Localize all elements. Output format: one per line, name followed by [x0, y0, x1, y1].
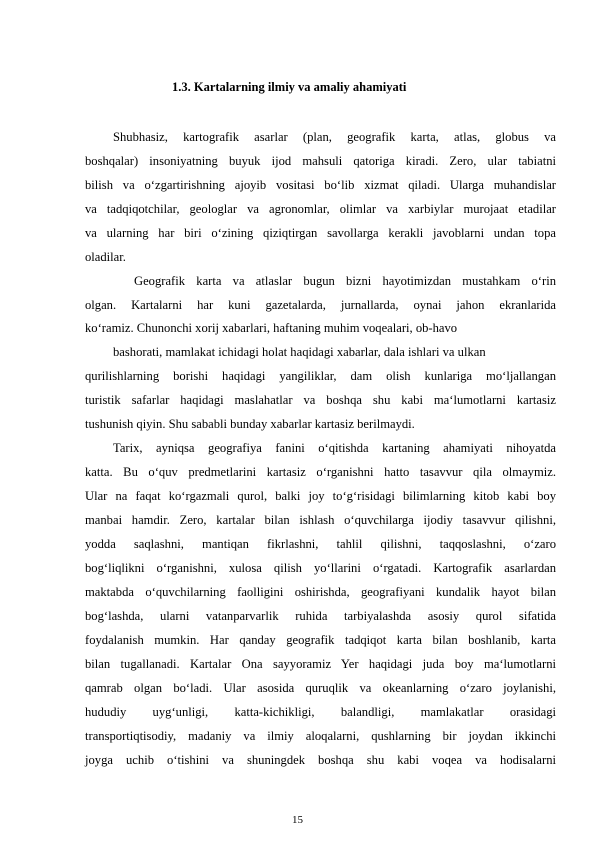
text-line: transportiqtisodiy, madaniy va ilmiy aloqalarni, qushlarning bir joydan ikkinchi [85, 729, 556, 743]
text-line: turistik safarlar haqidagi maslahatlar va boshqa shu kabi ma‘lumotlarni kartasiz [85, 393, 556, 407]
text-line: katta. Bu o‘quv predmetlarini kartasiz o‘rganishni hatto tasavvur qila olmaymiz. [85, 465, 556, 479]
text-line: boshqalar) insoniyatning buyuk ijod mahsuli qatoriga kiradi. Zero, ular tabiatni [85, 154, 556, 168]
page-number: 15 [292, 814, 303, 826]
text-line: qamrab olgan bo‘ladi. Ular asosida quruqlik va okeanlarning o‘zaro joylanishi, [85, 681, 556, 695]
text-line: bog‘lashda, ularni vatanparvarlik ruhida tarbiyalashda asosiy qurol sifatida [85, 609, 556, 623]
text-line: yodda saqlashni, mantiqan fikrlashni, tahlil qilishni, taqqoslashni, o‘zaro [85, 537, 556, 551]
text-line: bilan tugallanadi. Kartalar Ona sayyoramiz Yer haqidagi juda boy ma‘lumotlarni [85, 657, 556, 671]
text-line: foydalanish mumkin. Har qanday geografik tadqiqot karta bilan boshlanib, karta [85, 633, 556, 647]
text-line: oladilar. [85, 250, 126, 264]
text-line: joyga uchib o‘tishini va shuningdek boshqa shu kabi voqea va hodisalarni [85, 753, 556, 767]
text-line: bilish va o‘zgartirishning ajoyib vositasi bo‘lib xizmat qiladi. Ularga muhandislar [85, 178, 556, 192]
text-line: maktabda o‘quvchilarning faolligini oshirishda, geografiyani kundalik hayot bilan [85, 585, 556, 599]
text-line: tushunish qiyin. Shu sababli bunday xabarlar kartasiz berilmaydi. [85, 417, 415, 431]
text-line: ko‘ramiz. Chunonchi xorij xabarlari, haftaning muhim voqealari, ob-havo [85, 321, 458, 335]
text-line: hududiy uyg‘unligi, katta-kichikligi, balandligi, mamlakatlar orasidagi [85, 705, 556, 719]
text-line: Ular na faqat ko‘rgazmali qurol, balki joy to‘g‘risidagi bilimlarning kitob kabi boy [85, 489, 556, 503]
text-line: bog‘liqlikni o‘rganishni, xulosa qilish yo‘llarini o‘rgatadi. Kartografik asarlardan [85, 561, 556, 575]
section-heading: 1.3. Kartalarning ilmiy va amaliy ahamiyati [172, 80, 407, 94]
text-line: va ularning har biri o‘zining qiziqtirgan savollarga kerakli javoblarni undan topa [85, 226, 556, 240]
text-line: bashorati, mamlakat ichidagi holat haqidagi xabarlar, dala ishlari va ulkan [113, 345, 486, 359]
text-line: olgan. Kartalarni har kuni gazetalarda, jurnallarda, oynai jahon ekranlarida [85, 298, 556, 312]
text-line: Shubhasiz, kartografik asarlar (plan, geografik karta, atlas, globus va [113, 130, 556, 144]
text-line: qurilishlarning borishi haqidagi yangiliklar, dam olish kunlariga mo‘ljallangan [85, 369, 556, 383]
text-line: va tadqiqotchilar, geologlar va agronomlar, olimlar va xarbiylar murojaat etadilar [85, 202, 556, 216]
text-line: Tarix, ayniqsa geografiya fanini o‘qitishda kartaning ahamiyati nihoyatda [113, 441, 556, 455]
text-line: Geografik karta va atlaslar bugun bizni hayotimizdan mustahkam o‘rin [134, 274, 556, 288]
text-line: manbai hamdir. Zero, kartalar bilan ishlash o‘quvchilarga ijodiy tasavvur qilishni, [85, 513, 556, 527]
